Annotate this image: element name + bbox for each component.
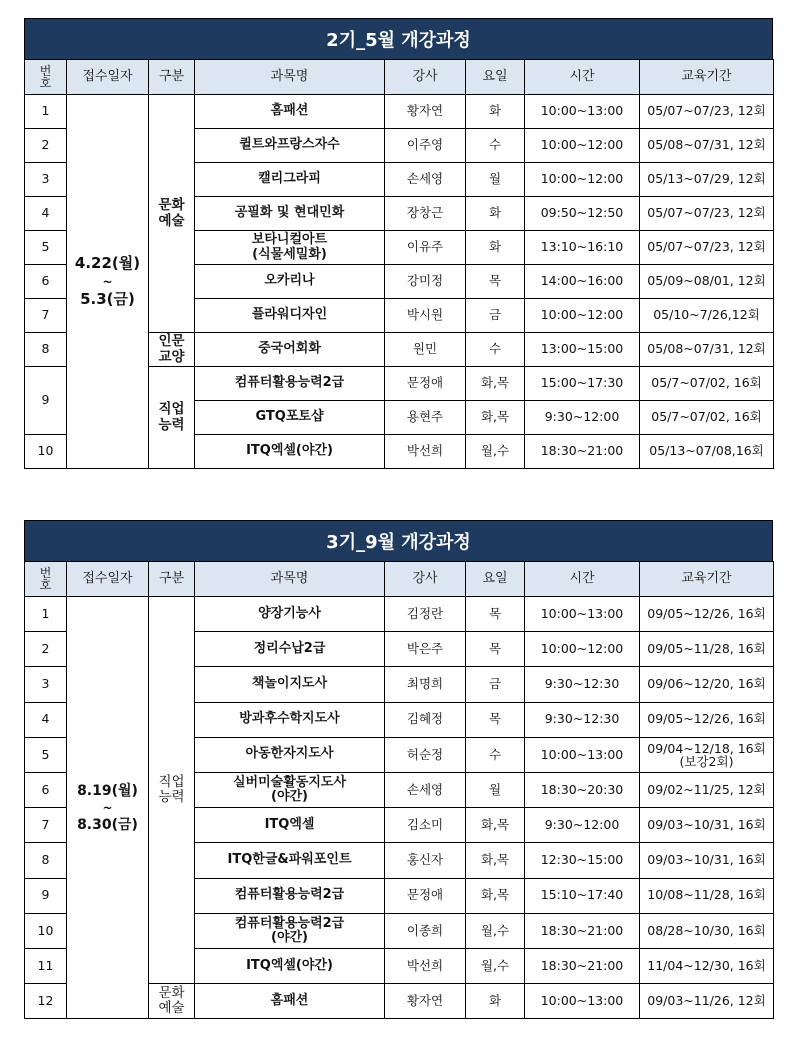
category-humanities: 인문 교양 (149, 333, 195, 367)
teacher: 황자연 (385, 984, 466, 1019)
day: 목 (466, 597, 525, 632)
header-day: 요일 (466, 562, 525, 597)
day: 수 (466, 129, 525, 163)
day: 화,목 (466, 401, 525, 435)
day: 목 (466, 265, 525, 299)
day: 화,목 (466, 843, 525, 878)
time: 18:30~21:00 (525, 948, 640, 983)
header-no: 번호 (25, 562, 67, 597)
section-2nd-term (24, 18, 773, 469)
day: 목 (466, 632, 525, 667)
course-name: 양장기능사 (195, 597, 385, 632)
day: 화,목 (466, 808, 525, 843)
row-no: 1 (25, 597, 67, 632)
time: 09:50~12:50 (525, 197, 640, 231)
course-name: 실버미술활동지도사 (야간) (195, 772, 385, 807)
row-no: 7 (25, 808, 67, 843)
day: 금 (466, 667, 525, 702)
row-no: 3 (25, 667, 67, 702)
period: 09/05~12/26, 16회 (640, 702, 774, 737)
row-no: 9 (25, 878, 67, 913)
time: 10:00~13:00 (525, 984, 640, 1019)
course-name: ITQ엑셀(야간) (195, 435, 385, 469)
table-row (25, 95, 774, 129)
row-no: 10 (25, 913, 67, 948)
category-vocational: 직업 능력 (149, 597, 195, 984)
day: 목 (466, 702, 525, 737)
course-name: 컴퓨터활용능력2급 (195, 878, 385, 913)
teacher: 홍신자 (385, 843, 466, 878)
time: 9:30~12:00 (525, 401, 640, 435)
course-name: 공필화 및 현대민화 (195, 197, 385, 231)
day: 금 (466, 299, 525, 333)
time: 10:00~12:00 (525, 163, 640, 197)
time: 10:00~13:00 (525, 597, 640, 632)
course-name: 정리수납2급 (195, 632, 385, 667)
category-culture-art: 문화 예술 (149, 95, 195, 333)
row-no: 2 (25, 632, 67, 667)
time: 9:30~12:30 (525, 667, 640, 702)
period: 09/06~12/20, 16회 (640, 667, 774, 702)
period: 09/03~10/31, 16회 (640, 843, 774, 878)
course-name: 아동한자지도사 (195, 737, 385, 772)
date-start: 8.19(월) (77, 782, 138, 799)
row-no: 12 (25, 984, 67, 1019)
course-name: 책놀이지도사 (195, 667, 385, 702)
row-no: 8 (25, 333, 67, 367)
time: 10:00~12:00 (525, 632, 640, 667)
header-course: 과목명 (195, 562, 385, 597)
teacher: 김소미 (385, 808, 466, 843)
row-no: 6 (25, 265, 67, 299)
header-teacher: 강사 (385, 562, 466, 597)
teacher: 장창근 (385, 197, 466, 231)
teacher: 문정애 (385, 878, 466, 913)
time: 10:00~13:00 (525, 737, 640, 772)
teacher: 황자연 (385, 95, 466, 129)
period: 11/04~12/30, 16회 (640, 948, 774, 983)
section-3rd-term (24, 520, 773, 1019)
teacher: 김혜정 (385, 702, 466, 737)
day: 월 (466, 163, 525, 197)
header-time: 시간 (525, 60, 640, 95)
course-name: 오카리나 (195, 265, 385, 299)
period: 05/7~07/02, 16회 (640, 367, 774, 401)
day: 수 (466, 333, 525, 367)
row-no: 10 (25, 435, 67, 469)
teacher: 이유주 (385, 231, 466, 265)
teacher: 용현주 (385, 401, 466, 435)
row-no: 2 (25, 129, 67, 163)
teacher: 박시원 (385, 299, 466, 333)
period: 05/10~7/26,12회 (640, 299, 774, 333)
period: 05/07~07/23, 12회 (640, 231, 774, 265)
period: 05/13~07/29, 12회 (640, 163, 774, 197)
teacher: 김정란 (385, 597, 466, 632)
row-no: 7 (25, 299, 67, 333)
teacher: 원민 (385, 333, 466, 367)
course-name: GTQ포토샵 (195, 401, 385, 435)
course-name: ITQ엑셀 (195, 808, 385, 843)
period: 05/09~08/01, 12회 (640, 265, 774, 299)
day: 화 (466, 231, 525, 265)
period: 09/02~11/25, 12회 (640, 772, 774, 807)
course-name: 방과후수학지도사 (195, 702, 385, 737)
period: 10/08~11/28, 16회 (640, 878, 774, 913)
row-no: 3 (25, 163, 67, 197)
table-row (25, 597, 774, 632)
row-no: 8 (25, 843, 67, 878)
course-name: 플라워디자인 (195, 299, 385, 333)
time: 10:00~12:00 (525, 129, 640, 163)
time: 9:30~12:30 (525, 702, 640, 737)
time: 10:00~13:00 (525, 95, 640, 129)
header-category: 구분 (149, 60, 195, 95)
category-vocational: 직업 능력 (149, 367, 195, 469)
row-no: 1 (25, 95, 67, 129)
teacher: 박은주 (385, 632, 466, 667)
time: 15:00~17:30 (525, 367, 640, 401)
row-no: 9 (25, 367, 67, 435)
course-name: ITQ엑셀(야간) (195, 948, 385, 983)
period: 09/05~12/26, 16회 (640, 597, 774, 632)
day: 화 (466, 197, 525, 231)
time: 18:30~21:00 (525, 435, 640, 469)
time: 12:30~15:00 (525, 843, 640, 878)
course-name: 보타니컬아트 (식물세밀화) (195, 231, 385, 265)
course-name: 컴퓨터활용능력2급 (195, 367, 385, 401)
header-time: 시간 (525, 562, 640, 597)
date-tilde: ~ (102, 274, 113, 289)
course-name: 컴퓨터활용능력2급 (야간) (195, 913, 385, 948)
day: 월,수 (466, 913, 525, 948)
period: 05/07~07/23, 12회 (640, 197, 774, 231)
registration-date (67, 597, 149, 1019)
course-name: 중국어회화 (195, 333, 385, 367)
date-end: 5.3(금) (80, 289, 135, 308)
period: 09/04~12/18, 16회 (보강2회) (640, 737, 774, 772)
teacher: 박선희 (385, 948, 466, 983)
period: 05/08~07/31, 12회 (640, 129, 774, 163)
date-start: 4.22(월) (74, 254, 141, 273)
teacher: 강미정 (385, 265, 466, 299)
course-table (24, 561, 774, 1019)
header-no: 번호 (25, 60, 67, 95)
registration-date (67, 95, 149, 469)
day: 화 (466, 984, 525, 1019)
row-no: 5 (25, 737, 67, 772)
period: 05/7~07/02, 16회 (640, 401, 774, 435)
course-name: 홈패션 (195, 984, 385, 1019)
period: 09/03~11/26, 12회 (640, 984, 774, 1019)
teacher: 문정애 (385, 367, 466, 401)
course-table (24, 59, 774, 469)
teacher: 허순정 (385, 737, 466, 772)
course-name: 홈패션 (195, 95, 385, 129)
row-no: 6 (25, 772, 67, 807)
row-no: 5 (25, 231, 67, 265)
date-end: 8.30(금) (77, 816, 138, 833)
row-no: 4 (25, 197, 67, 231)
time: 9:30~12:00 (525, 808, 640, 843)
course-name: 캘리그라피 (195, 163, 385, 197)
header-date: 접수일자 (67, 562, 149, 597)
period: 09/03~10/31, 16회 (640, 808, 774, 843)
header-date: 접수일자 (67, 60, 149, 95)
category-culture-art: 문화 예술 (149, 984, 195, 1019)
time: 18:30~20:30 (525, 772, 640, 807)
teacher: 박선희 (385, 435, 466, 469)
time: 13:10~16:10 (525, 231, 640, 265)
teacher: 이종희 (385, 913, 466, 948)
time: 13:00~15:00 (525, 333, 640, 367)
header-day: 요일 (466, 60, 525, 95)
course-name: 퀼트와프랑스자수 (195, 129, 385, 163)
day: 화,목 (466, 367, 525, 401)
time: 10:00~12:00 (525, 299, 640, 333)
period: 08/28~10/30, 16회 (640, 913, 774, 948)
header-teacher: 강사 (385, 60, 466, 95)
day: 화 (466, 95, 525, 129)
time: 18:30~21:00 (525, 913, 640, 948)
day: 월,수 (466, 948, 525, 983)
teacher: 이주영 (385, 129, 466, 163)
teacher: 최명희 (385, 667, 466, 702)
header-course: 과목명 (195, 60, 385, 95)
row-no: 11 (25, 948, 67, 983)
header-row (25, 60, 774, 95)
header-row (25, 562, 774, 597)
header-category: 구분 (149, 562, 195, 597)
section-title: 3기_9월 개강과정 (24, 520, 773, 561)
header-period: 교육기간 (640, 562, 774, 597)
period: 05/07~07/23, 12회 (640, 95, 774, 129)
row-no: 4 (25, 702, 67, 737)
section-title: 2기_5월 개강과정 (24, 18, 773, 59)
teacher: 손세영 (385, 772, 466, 807)
teacher: 손세영 (385, 163, 466, 197)
time: 14:00~16:00 (525, 265, 640, 299)
header-period: 교육기간 (640, 60, 774, 95)
course-name: ITQ한글&파워포인트 (195, 843, 385, 878)
time: 15:10~17:40 (525, 878, 640, 913)
day: 화,목 (466, 878, 525, 913)
date-tilde: ~ (102, 800, 113, 815)
day: 월 (466, 772, 525, 807)
period: 09/05~11/28, 16회 (640, 632, 774, 667)
period: 05/13~07/08,16회 (640, 435, 774, 469)
day: 월,수 (466, 435, 525, 469)
day: 수 (466, 737, 525, 772)
period: 05/08~07/31, 12회 (640, 333, 774, 367)
